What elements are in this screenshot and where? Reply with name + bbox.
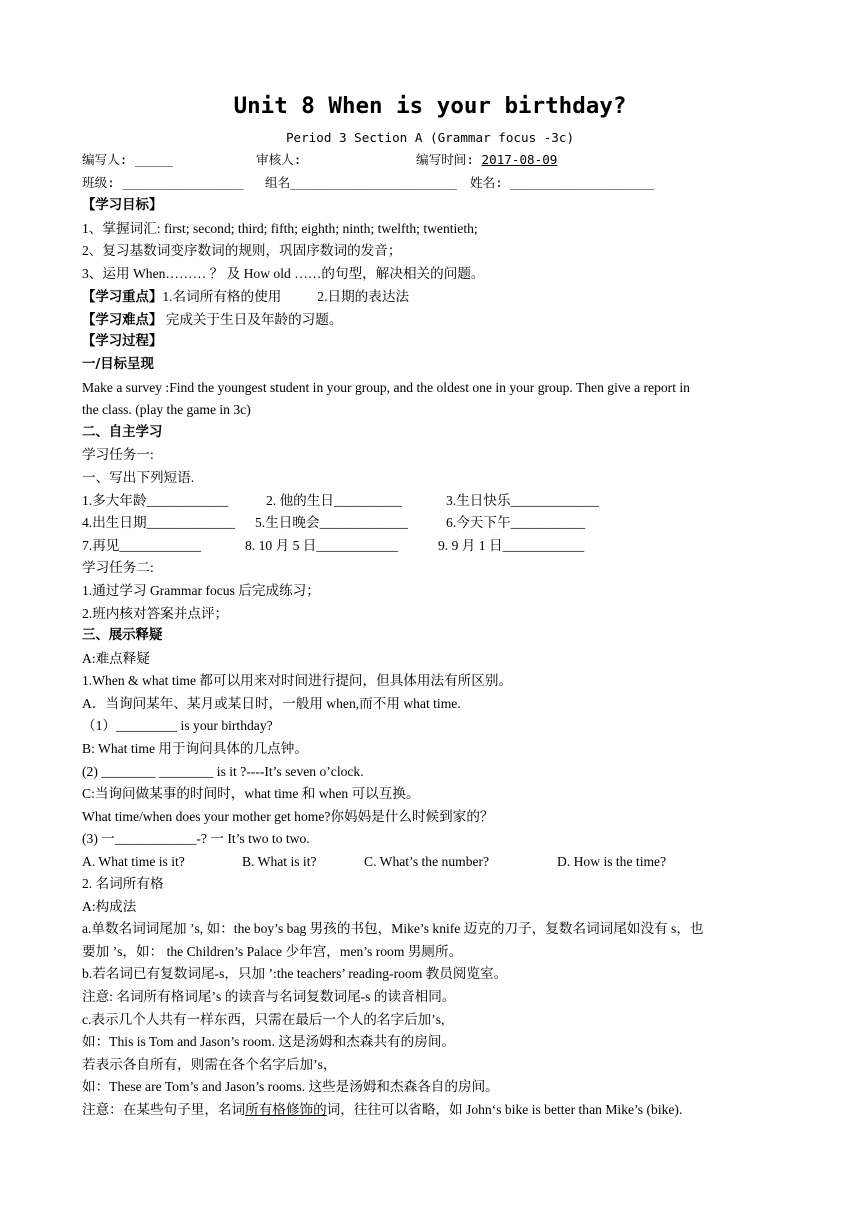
group-field: 组名______________________	[265, 175, 457, 190]
section3-line: C:当询问做某事的时间时，what time 和 when 可以互换。	[82, 786, 420, 801]
phrase-item: 5.生日晚会_____________	[255, 515, 408, 530]
page-title: Unit 8 When is your birthday?	[233, 93, 627, 119]
section3-line: （1）_________ is your birthday?	[82, 718, 273, 733]
possessive-line: 注意: 名词所有格词尾’s 的读音与名词复数词尾-s 的读音相同。	[82, 989, 456, 1004]
possessive-line: 如：This is Tom and Jason’s room. 这是汤姆和杰森共有的房间。	[82, 1034, 456, 1049]
phrase-item: 9. 9 月 1 日____________	[438, 538, 585, 553]
process-heading: 【学习过程】	[82, 334, 163, 349]
objective-item: 1、掌握词汇: first; second; third; fifth; eighth; ninth; twelfth; twentieth;	[82, 221, 478, 236]
option-d: D. How is the time?	[557, 854, 667, 869]
possessive-line: b.若名词已有复数词尾-s，只加 ’:the teachers’ reading-room 教员阅览室。	[82, 966, 508, 981]
phrase-item: 2. 他的生日__________	[266, 493, 402, 508]
phrase-item: 7.再见____________	[82, 538, 201, 553]
difficulties-line	[82, 311, 342, 330]
possessive-line: 要加 ’s，如： the Children’s Palace 少年宫，men’s room 男厕所。	[82, 944, 463, 959]
possessive-line: c.表示几个人共有一样东西，只需在最后一个人的名字后加’s,	[82, 1012, 445, 1027]
objective-item: 3、运用 When……… ？ 及 How old ……的句型，解决相关的问题。	[82, 266, 485, 281]
option-a: A. What time is it?	[82, 854, 185, 869]
writer-field: 编写人: _____	[82, 152, 173, 167]
date-field	[416, 151, 557, 169]
objectives-heading: 【学习目标】	[82, 198, 163, 213]
task1-instruction: 一、写出下列短语.	[82, 470, 195, 485]
task2-label: 学习任务二:	[82, 560, 154, 575]
section3-line: (2) ________ ________ is it ?----It’s seven o’clock.	[82, 764, 364, 779]
option-b: B. What is it?	[242, 854, 317, 869]
objective-item: 2、复习基数词变序数词的规则，巩固序数词的发音；	[82, 243, 402, 258]
key-point-2: 2.日期的表达法	[317, 289, 410, 304]
section2-heading: 二、自主学习	[82, 425, 163, 440]
section3-line: What time/when does your mother get home?你妈妈是什么时候到家的？	[82, 809, 494, 824]
phrase-item: 4.出生日期_____________	[82, 515, 235, 530]
phrase-item: 8. 10 月 5 日____________	[245, 538, 398, 553]
section3-line: B: What time 用于询问具体的几点钟。	[82, 741, 308, 756]
section3-line: A．当询问某年、某月或某日时，一般用 when,而不用 what time.	[82, 696, 461, 711]
phrase-item: 6.今天下午___________	[446, 515, 586, 530]
possessive-line: a.单数名词词尾加 ’s, 如：the boy’s bag 男孩的书包，Mike’s knife 迈克的刀子，复数名词词尾如没有 s，也	[82, 921, 704, 936]
phrase-item: 1.多大年龄____________	[82, 493, 229, 508]
section1-line: Make a survey :Find the youngest student in your group, and the oldest one in your group. Then give a report in	[82, 380, 690, 395]
section1-line: the class. (play the game in 3c)	[82, 402, 251, 417]
note-text-underlined: 所有格修饰的	[245, 1102, 327, 1117]
date-label: 编写时间:	[416, 152, 482, 167]
task2-item: 2.班内核对答案并点评；	[82, 606, 229, 621]
section3-line: (3) 一____________-? 一 It’s two to two.	[82, 831, 310, 846]
section3-heading: 三、展示释疑	[82, 628, 163, 643]
possessive-heading: 2. 名词所有格	[82, 876, 164, 891]
section3-subheading: A:难点释疑	[82, 651, 150, 666]
page-subtitle: Period 3 Section A (Grammar focus -3c)	[285, 130, 575, 145]
task1-label: 学习任务一:	[82, 447, 154, 462]
possessive-note-line	[82, 1101, 682, 1119]
task2-item: 1.通过学习 Grammar focus 后完成练习；	[82, 583, 320, 598]
section1-heading: 一/目标呈现	[82, 357, 154, 372]
note-text-post: 词，往往可以省略，如 John‘s bike is better than Mike’s (bike).	[326, 1102, 683, 1117]
class-field: 班级: ________________	[82, 175, 244, 190]
reviewer-field: 审核人:	[256, 152, 302, 167]
phrase-item: 3.生日快乐_____________	[446, 493, 599, 508]
name-field: 姓名: ___________________	[470, 175, 655, 190]
date-value: 2017-08-09	[481, 152, 558, 167]
difficulties-text: 完成关于生日及年龄的习题。	[162, 312, 343, 327]
key-points-line	[82, 288, 409, 307]
option-c: C. What’s the number?	[364, 854, 490, 869]
section3-line: 1.When & what time 都可以用来对时间进行提问，但具体用法有所区别。	[82, 673, 513, 688]
note-text-pre: 注意：在某些句子里，名词	[82, 1102, 246, 1117]
possessive-line: 若表示各自所有，则需在各个名字后加’s，	[82, 1057, 337, 1072]
possessive-subheading: A:构成法	[82, 899, 137, 914]
difficulties-heading: 【学习难点】	[82, 313, 163, 328]
possessive-line: 如：These are Tom’s and Jason’s rooms. 这些是汤姆和杰森各自的房间。	[82, 1079, 499, 1094]
key-points-heading: 【学习重点】	[82, 290, 163, 305]
key-point-1: 1.名词所有格的使用	[162, 289, 282, 304]
